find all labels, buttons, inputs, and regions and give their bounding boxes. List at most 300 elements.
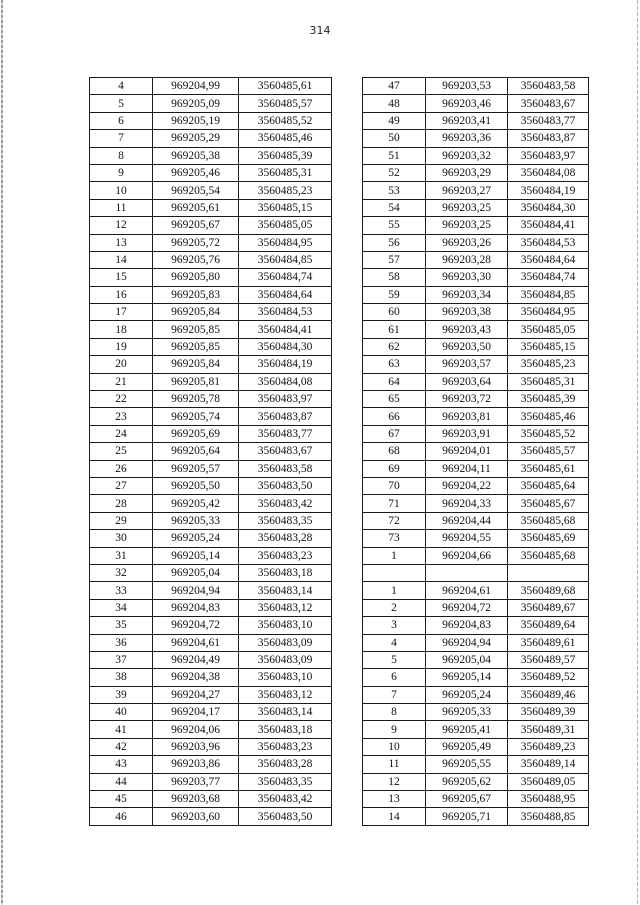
table-row <box>363 738 589 755</box>
x-coordinate-cell: 969203,86 <box>153 756 239 773</box>
x-coordinate-cell: 969203,29 <box>426 164 508 181</box>
table-row <box>363 234 589 251</box>
table-row <box>363 460 589 477</box>
table-row <box>90 286 332 303</box>
x-coordinate-cell: 969203,46 <box>426 95 508 112</box>
x-coordinate-cell: 969204,94 <box>426 634 508 651</box>
table-row <box>363 599 589 616</box>
point-number-cell: 50 <box>363 130 426 147</box>
point-number-cell: 44 <box>90 773 153 790</box>
y-coordinate-cell: 3560483,23 <box>239 547 332 564</box>
y-coordinate-cell: 3560489,31 <box>508 721 589 738</box>
x-coordinate-cell: 969205,55 <box>426 756 508 773</box>
y-coordinate-cell: 3560489,52 <box>508 669 589 686</box>
y-coordinate-cell: 3560483,35 <box>239 512 332 529</box>
table-row <box>90 756 332 773</box>
table-row <box>363 530 589 547</box>
table-row <box>90 408 332 425</box>
table-row <box>90 112 332 129</box>
point-number-cell: 9 <box>90 164 153 181</box>
point-number-cell: 47 <box>363 78 426 95</box>
point-number-cell: 68 <box>363 443 426 460</box>
y-coordinate-cell: 3560483,18 <box>239 721 332 738</box>
table-row <box>363 78 589 95</box>
table-row <box>90 356 332 373</box>
y-coordinate-cell: 3560483,12 <box>239 599 332 616</box>
x-coordinate-cell: 969204,17 <box>153 704 239 721</box>
y-coordinate-cell: 3560483,10 <box>239 669 332 686</box>
y-coordinate-cell: 3560484,41 <box>239 321 332 338</box>
x-coordinate-cell: 969203,27 <box>426 182 508 199</box>
table-row <box>90 234 332 251</box>
x-coordinate-cell: 969204,33 <box>426 495 508 512</box>
table-row <box>363 773 589 790</box>
y-coordinate-cell: 3560483,42 <box>239 495 332 512</box>
coordinates-table-left <box>89 77 332 826</box>
y-coordinate-cell: 3560483,23 <box>239 738 332 755</box>
y-coordinate-cell: 3560483,50 <box>239 808 332 825</box>
x-coordinate-cell: 969205,83 <box>153 286 239 303</box>
point-number-cell: 28 <box>90 495 153 512</box>
point-number-cell: 31 <box>90 547 153 564</box>
point-number-cell: 27 <box>90 477 153 494</box>
x-coordinate-cell: 969204,44 <box>426 512 508 529</box>
x-coordinate-cell: 969204,61 <box>153 634 239 651</box>
y-coordinate-cell: 3560483,28 <box>239 530 332 547</box>
point-number-cell: 41 <box>90 721 153 738</box>
y-coordinate-cell: 3560484,08 <box>508 164 589 181</box>
x-coordinate-cell: 969203,41 <box>426 112 508 129</box>
y-coordinate-cell: 3560483,87 <box>508 130 589 147</box>
y-coordinate-cell: 3560484,64 <box>239 286 332 303</box>
table-row <box>363 130 589 147</box>
y-coordinate-cell: 3560485,31 <box>508 373 589 390</box>
y-coordinate-cell: 3560484,85 <box>508 286 589 303</box>
x-coordinate-cell: 969205,54 <box>153 182 239 199</box>
x-coordinate-cell: 969204,11 <box>426 460 508 477</box>
y-coordinate-cell: 3560485,23 <box>239 182 332 199</box>
table-row <box>90 582 332 599</box>
point-number-cell: 9 <box>363 721 426 738</box>
x-coordinate-cell: 969204,55 <box>426 530 508 547</box>
y-coordinate-cell: 3560485,52 <box>239 112 332 129</box>
table-row <box>363 373 589 390</box>
x-coordinate-cell: 969204,99 <box>153 78 239 95</box>
point-number-cell: 4 <box>363 634 426 651</box>
table-row <box>90 704 332 721</box>
x-coordinate-cell: 969203,72 <box>426 391 508 408</box>
point-number-cell: 4 <box>90 78 153 95</box>
point-number-cell: 11 <box>363 756 426 773</box>
x-coordinate-cell: 969204,38 <box>153 669 239 686</box>
y-coordinate-cell: 3560489,46 <box>508 686 589 703</box>
y-coordinate-cell: 3560483,50 <box>239 477 332 494</box>
point-number-cell: 42 <box>90 738 153 755</box>
point-number-cell <box>363 564 426 581</box>
table-row <box>363 199 589 216</box>
x-coordinate-cell: 969205,81 <box>153 373 239 390</box>
table-row <box>363 408 589 425</box>
x-coordinate-cell: 969205,78 <box>153 391 239 408</box>
x-coordinate-cell: 969205,80 <box>153 269 239 286</box>
point-number-cell: 20 <box>90 356 153 373</box>
x-coordinate-cell: 969203,96 <box>153 738 239 755</box>
y-coordinate-cell: 3560489,64 <box>508 617 589 634</box>
x-coordinate-cell: 969205,04 <box>426 651 508 668</box>
y-coordinate-cell: 3560484,08 <box>239 373 332 390</box>
y-coordinate-cell: 3560489,23 <box>508 738 589 755</box>
table-row <box>363 356 589 373</box>
y-coordinate-cell: 3560484,95 <box>239 234 332 251</box>
y-coordinate-cell: 3560485,61 <box>239 78 332 95</box>
x-coordinate-cell: 969205,62 <box>426 773 508 790</box>
table-row <box>363 477 589 494</box>
x-coordinate-cell: 969203,91 <box>426 425 508 442</box>
point-number-cell: 63 <box>363 356 426 373</box>
table-row <box>363 286 589 303</box>
point-number-cell: 38 <box>90 669 153 686</box>
x-coordinate-cell: 969204,83 <box>426 617 508 634</box>
point-number-cell: 29 <box>90 512 153 529</box>
x-coordinate-cell: 969205,61 <box>153 199 239 216</box>
point-number-cell: 23 <box>90 408 153 425</box>
table-row <box>363 112 589 129</box>
y-coordinate-cell: 3560485,61 <box>508 460 589 477</box>
y-coordinate-cell: 3560484,95 <box>508 304 589 321</box>
x-coordinate-cell: 969203,38 <box>426 304 508 321</box>
x-coordinate-cell: 969205,33 <box>426 704 508 721</box>
point-number-cell: 71 <box>363 495 426 512</box>
table-row <box>90 304 332 321</box>
x-coordinate-cell: 969204,72 <box>153 617 239 634</box>
point-number-cell: 34 <box>90 599 153 616</box>
table-row <box>363 808 589 825</box>
coordinates-table-right <box>362 77 589 826</box>
y-coordinate-cell: 3560483,67 <box>508 95 589 112</box>
x-coordinate-cell <box>426 564 508 581</box>
y-coordinate-cell: 3560484,41 <box>508 217 589 234</box>
point-number-cell: 64 <box>363 373 426 390</box>
table-row <box>90 512 332 529</box>
point-number-cell: 13 <box>363 791 426 808</box>
y-coordinate-cell: 3560488,85 <box>508 808 589 825</box>
point-number-cell: 14 <box>363 808 426 825</box>
table-row <box>90 495 332 512</box>
y-coordinate-cell: 3560485,64 <box>508 477 589 494</box>
y-coordinate-cell: 3560485,69 <box>508 530 589 547</box>
y-coordinate-cell: 3560484,19 <box>239 356 332 373</box>
point-number-cell: 25 <box>90 443 153 460</box>
x-coordinate-cell: 969204,06 <box>153 721 239 738</box>
point-number-cell: 30 <box>90 530 153 547</box>
point-number-cell: 13 <box>90 234 153 251</box>
coordinates-table-left-body <box>90 78 332 826</box>
y-coordinate-cell: 3560485,05 <box>239 217 332 234</box>
y-coordinate-cell: 3560483,58 <box>239 460 332 477</box>
coordinates-table-right-body <box>363 78 589 826</box>
y-coordinate-cell: 3560483,58 <box>508 78 589 95</box>
y-coordinate-cell: 3560489,67 <box>508 599 589 616</box>
point-number-cell: 6 <box>363 669 426 686</box>
x-coordinate-cell: 969205,84 <box>153 356 239 373</box>
point-number-cell: 69 <box>363 460 426 477</box>
x-coordinate-cell: 969205,14 <box>426 669 508 686</box>
y-coordinate-cell: 3560485,67 <box>508 495 589 512</box>
x-coordinate-cell: 969203,34 <box>426 286 508 303</box>
point-number-cell: 24 <box>90 425 153 442</box>
table-row <box>363 495 589 512</box>
y-coordinate-cell: 3560483,10 <box>239 617 332 634</box>
table-row <box>363 147 589 164</box>
x-coordinate-cell: 969204,49 <box>153 651 239 668</box>
y-coordinate-cell: 3560483,18 <box>239 564 332 581</box>
y-coordinate-cell: 3560485,52 <box>508 425 589 442</box>
point-number-cell: 37 <box>90 651 153 668</box>
table-row <box>90 199 332 216</box>
y-coordinate-cell: 3560484,85 <box>239 251 332 268</box>
x-coordinate-cell: 969205,72 <box>153 234 239 251</box>
y-coordinate-cell: 3560483,35 <box>239 773 332 790</box>
x-coordinate-cell: 969205,14 <box>153 547 239 564</box>
y-coordinate-cell: 3560483,14 <box>239 704 332 721</box>
table-row <box>90 251 332 268</box>
y-coordinate-cell: 3560485,46 <box>239 130 332 147</box>
point-number-cell: 2 <box>363 599 426 616</box>
point-number-cell: 65 <box>363 391 426 408</box>
y-coordinate-cell: 3560485,46 <box>508 408 589 425</box>
table-row <box>363 791 589 808</box>
y-coordinate-cell: 3560489,39 <box>508 704 589 721</box>
table-row <box>363 617 589 634</box>
page-number: 314 <box>309 24 331 37</box>
x-coordinate-cell: 969205,74 <box>153 408 239 425</box>
point-number-cell: 11 <box>90 199 153 216</box>
table-row <box>363 304 589 321</box>
point-number-cell: 21 <box>90 373 153 390</box>
y-coordinate-cell: 3560483,77 <box>239 425 332 442</box>
y-coordinate-cell: 3560483,09 <box>239 651 332 668</box>
point-number-cell: 22 <box>90 391 153 408</box>
x-coordinate-cell: 969203,30 <box>426 269 508 286</box>
table-row <box>363 95 589 112</box>
x-coordinate-cell: 969204,61 <box>426 582 508 599</box>
table-row <box>363 547 589 564</box>
point-number-cell: 17 <box>90 304 153 321</box>
table-row <box>90 95 332 112</box>
table-row <box>363 338 589 355</box>
table-row <box>363 564 589 581</box>
point-number-cell: 60 <box>363 304 426 321</box>
table-row <box>363 217 589 234</box>
x-coordinate-cell: 969205,19 <box>153 112 239 129</box>
y-coordinate-cell: 3560484,74 <box>508 269 589 286</box>
y-coordinate-cell: 3560483,09 <box>239 634 332 651</box>
y-coordinate-cell: 3560489,68 <box>508 582 589 599</box>
x-coordinate-cell: 969203,25 <box>426 217 508 234</box>
table-row <box>363 651 589 668</box>
y-coordinate-cell: 3560483,97 <box>239 391 332 408</box>
point-number-cell: 62 <box>363 338 426 355</box>
y-coordinate-cell: 3560483,67 <box>239 443 332 460</box>
y-coordinate-cell: 3560483,28 <box>239 756 332 773</box>
x-coordinate-cell: 969203,36 <box>426 130 508 147</box>
table-row <box>363 425 589 442</box>
y-coordinate-cell: 3560484,53 <box>239 304 332 321</box>
point-number-cell: 36 <box>90 634 153 651</box>
table-row <box>90 425 332 442</box>
point-number-cell: 5 <box>363 651 426 668</box>
y-coordinate-cell: 3560483,12 <box>239 686 332 703</box>
point-number-cell: 32 <box>90 564 153 581</box>
table-row <box>90 686 332 703</box>
x-coordinate-cell: 969205,42 <box>153 495 239 512</box>
y-coordinate-cell: 3560484,64 <box>508 251 589 268</box>
table-row <box>90 147 332 164</box>
x-coordinate-cell: 969204,83 <box>153 599 239 616</box>
y-coordinate-cell: 3560484,30 <box>239 338 332 355</box>
x-coordinate-cell: 969205,29 <box>153 130 239 147</box>
point-number-cell: 10 <box>363 738 426 755</box>
table-row <box>90 651 332 668</box>
point-number-cell: 7 <box>90 130 153 147</box>
point-number-cell: 43 <box>90 756 153 773</box>
table-row <box>363 582 589 599</box>
table-row <box>90 182 332 199</box>
table-row <box>90 791 332 808</box>
x-coordinate-cell: 969205,71 <box>426 808 508 825</box>
point-number-cell: 49 <box>363 112 426 129</box>
x-coordinate-cell: 969203,26 <box>426 234 508 251</box>
point-number-cell: 39 <box>90 686 153 703</box>
point-number-cell: 67 <box>363 425 426 442</box>
x-coordinate-cell: 969205,67 <box>426 791 508 808</box>
point-number-cell: 45 <box>90 791 153 808</box>
x-coordinate-cell: 969205,46 <box>153 164 239 181</box>
point-number-cell: 73 <box>363 530 426 547</box>
point-number-cell: 35 <box>90 617 153 634</box>
point-number-cell: 14 <box>90 251 153 268</box>
point-number-cell: 12 <box>363 773 426 790</box>
x-coordinate-cell: 969205,41 <box>426 721 508 738</box>
table-row <box>90 721 332 738</box>
point-number-cell: 55 <box>363 217 426 234</box>
x-coordinate-cell: 969205,85 <box>153 321 239 338</box>
point-number-cell: 16 <box>90 286 153 303</box>
table-row <box>90 773 332 790</box>
y-coordinate-cell: 3560484,30 <box>508 199 589 216</box>
x-coordinate-cell: 969205,64 <box>153 443 239 460</box>
y-coordinate-cell <box>508 564 589 581</box>
table-row <box>90 373 332 390</box>
y-coordinate-cell: 3560485,15 <box>508 338 589 355</box>
x-coordinate-cell: 969205,50 <box>153 477 239 494</box>
x-coordinate-cell: 969203,81 <box>426 408 508 425</box>
point-number-cell: 10 <box>90 182 153 199</box>
y-coordinate-cell: 3560484,53 <box>508 234 589 251</box>
x-coordinate-cell: 969205,84 <box>153 304 239 321</box>
y-coordinate-cell: 3560483,77 <box>508 112 589 129</box>
table-row <box>90 547 332 564</box>
table-row <box>363 269 589 286</box>
x-coordinate-cell: 969205,24 <box>426 686 508 703</box>
table-row <box>90 164 332 181</box>
y-coordinate-cell: 3560489,05 <box>508 773 589 790</box>
point-number-cell: 54 <box>363 199 426 216</box>
table-row <box>90 530 332 547</box>
y-coordinate-cell: 3560484,74 <box>239 269 332 286</box>
x-coordinate-cell: 969203,53 <box>426 78 508 95</box>
x-coordinate-cell: 969203,57 <box>426 356 508 373</box>
x-coordinate-cell: 969203,32 <box>426 147 508 164</box>
point-number-cell: 40 <box>90 704 153 721</box>
y-coordinate-cell: 3560485,15 <box>239 199 332 216</box>
x-coordinate-cell: 969205,04 <box>153 564 239 581</box>
y-coordinate-cell: 3560483,97 <box>508 147 589 164</box>
y-coordinate-cell: 3560489,14 <box>508 756 589 773</box>
x-coordinate-cell: 969205,38 <box>153 147 239 164</box>
x-coordinate-cell: 969205,76 <box>153 251 239 268</box>
y-coordinate-cell: 3560485,05 <box>508 321 589 338</box>
point-number-cell: 19 <box>90 338 153 355</box>
table-row <box>90 477 332 494</box>
table-row <box>90 130 332 147</box>
table-row <box>90 78 332 95</box>
point-number-cell: 5 <box>90 95 153 112</box>
table-row <box>90 338 332 355</box>
point-number-cell: 1 <box>363 582 426 599</box>
table-row <box>90 634 332 651</box>
table-row <box>90 217 332 234</box>
point-number-cell: 51 <box>363 147 426 164</box>
table-row <box>90 808 332 825</box>
point-number-cell: 56 <box>363 234 426 251</box>
point-number-cell: 33 <box>90 582 153 599</box>
y-coordinate-cell: 3560485,68 <box>508 547 589 564</box>
point-number-cell: 3 <box>363 617 426 634</box>
y-coordinate-cell: 3560485,23 <box>508 356 589 373</box>
point-number-cell: 53 <box>363 182 426 199</box>
table-row <box>363 686 589 703</box>
point-number-cell: 46 <box>90 808 153 825</box>
table-row <box>363 251 589 268</box>
table-row <box>90 738 332 755</box>
x-coordinate-cell: 969204,22 <box>426 477 508 494</box>
point-number-cell: 1 <box>363 547 426 564</box>
table-row <box>90 443 332 460</box>
point-number-cell: 48 <box>363 95 426 112</box>
y-coordinate-cell: 3560485,57 <box>239 95 332 112</box>
table-row <box>363 443 589 460</box>
y-coordinate-cell: 3560485,39 <box>508 391 589 408</box>
x-coordinate-cell: 969204,01 <box>426 443 508 460</box>
table-row <box>90 669 332 686</box>
x-coordinate-cell: 969205,33 <box>153 512 239 529</box>
table-row <box>90 564 332 581</box>
x-coordinate-cell: 969203,60 <box>153 808 239 825</box>
table-row <box>90 321 332 338</box>
x-coordinate-cell: 969203,50 <box>426 338 508 355</box>
table-row <box>363 669 589 686</box>
y-coordinate-cell: 3560485,57 <box>508 443 589 460</box>
y-coordinate-cell: 3560483,87 <box>239 408 332 425</box>
scan-edge-right <box>637 0 638 905</box>
point-number-cell: 6 <box>90 112 153 129</box>
point-number-cell: 61 <box>363 321 426 338</box>
point-number-cell: 52 <box>363 164 426 181</box>
x-coordinate-cell: 969205,67 <box>153 217 239 234</box>
table-row <box>90 391 332 408</box>
table-row <box>90 617 332 634</box>
